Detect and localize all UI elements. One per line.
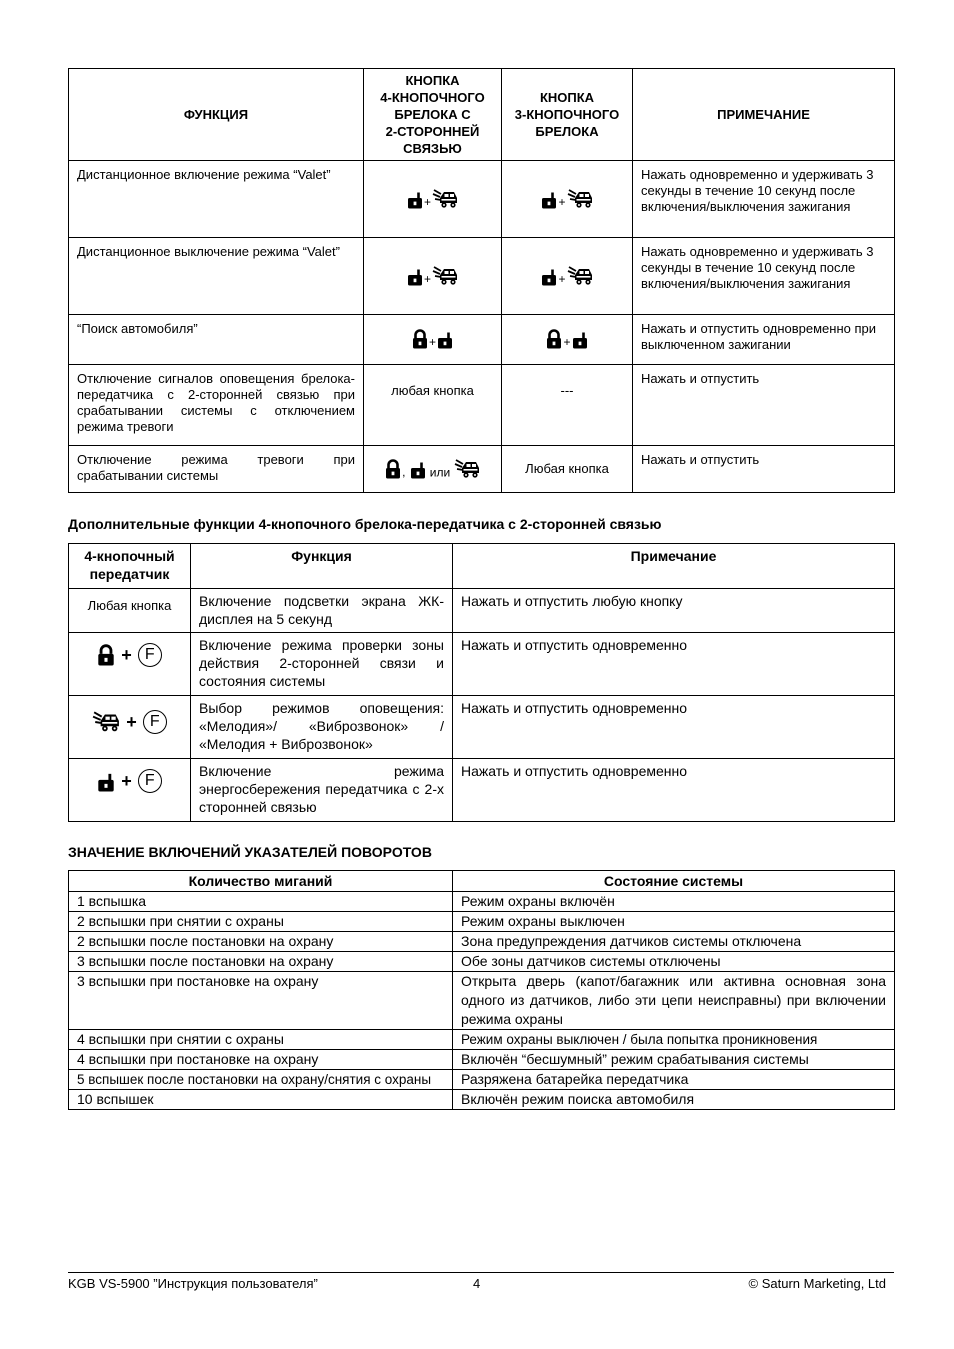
note-cell: Нажать одновременно и удерживать 3 секунды в течение 10 секунд после включения/выключения зажигания <box>633 238 895 315</box>
car-key-icon <box>567 265 593 287</box>
f-button-icon: F <box>138 769 162 793</box>
plus-sign: + <box>121 771 132 791</box>
comma-sign: , <box>402 465 406 480</box>
header-3btn-keyfob <box>502 69 633 161</box>
footer-title: KGB VS-5900 ”Инструкция пользователя” <box>68 1276 318 1291</box>
table-row <box>69 365 895 446</box>
count-cell: 5 вспышек после постановки на охрану/снятия с охраны <box>69 1070 453 1090</box>
state-cell: Режим охраны выключен / была попытка проникновения <box>453 1030 895 1050</box>
count-cell: 1 вспышка <box>69 892 453 912</box>
table-row <box>69 589 895 633</box>
function-cell: Включение режима проверки зоны действия 2-сторонней связи и состояния системы <box>191 633 453 696</box>
lock-open-icon <box>97 770 115 792</box>
count-cell: 2 вспышки после постановки на охрану <box>69 932 453 952</box>
button-cell <box>69 633 191 696</box>
state-cell: Зона предупреждения датчиков системы отключена <box>453 932 895 952</box>
note-cell: Нажать и отпустить одновременно <box>453 696 895 759</box>
section-title-turn-signals: ЗНАЧЕНИЕ ВКЛЮЧЕНИЙ УКАЗАТЕЛЕЙ ПОВОРОТОВ <box>68 844 432 860</box>
header-4btn-line: БРЕЛОКА С <box>394 107 471 122</box>
car-key-icon <box>92 710 120 734</box>
state-cell: Обе зоны датчиков системы отключены <box>453 952 895 972</box>
state-cell: Режим охраны выключен <box>453 912 895 932</box>
table-row <box>69 161 895 238</box>
plus-sign: + <box>121 645 132 665</box>
table-row <box>69 696 895 759</box>
lock-open-icon <box>437 329 453 349</box>
plus-sign: + <box>423 195 431 210</box>
lock-closed-icon <box>97 644 115 666</box>
btn3-cell <box>502 161 633 238</box>
note-cell: Нажать и отпустить любую кнопку <box>453 589 895 633</box>
header-4btn-line: КНОПКА <box>405 73 460 88</box>
count-cell: 3 вспышки после постановки на охрану <box>69 952 453 972</box>
table-row <box>69 892 895 912</box>
extra-functions-table <box>68 543 895 822</box>
header-3btn-line: БРЕЛОКА <box>535 124 599 139</box>
lock-open-icon <box>541 189 557 209</box>
plus-sign: + <box>563 335 571 350</box>
state-cell: Включён режим поиска автомобиля <box>453 1090 895 1110</box>
header-state: Состояние системы <box>453 871 895 892</box>
car-key-icon <box>432 265 458 287</box>
plus-sign: + <box>126 712 137 732</box>
note-cell: Нажать одновременно и удерживать 3 секунды в течение 10 секунд после включения/выключения зажигания <box>633 161 895 238</box>
btn4-cell <box>364 238 502 315</box>
header-transmitter-line: передатчик <box>89 566 170 582</box>
functions-table <box>68 68 895 493</box>
header-4btn-line: 4-КНОПОЧНОГО <box>380 90 485 105</box>
table-row <box>69 952 895 972</box>
table-row <box>69 1090 895 1110</box>
state-cell: Открыта дверь (капот/багажник или активна основная зона одного из датчиков, либо эти цепи неисправны) при включении режима охраны <box>453 972 895 1030</box>
lock-closed-icon <box>412 329 428 349</box>
button-cell <box>69 759 191 822</box>
btn4-cell <box>364 315 502 365</box>
plus-sign: + <box>423 272 431 287</box>
header-3btn-line: 3-КНОПОЧНОГО <box>514 107 620 122</box>
table-header-row <box>69 69 895 161</box>
table-row <box>69 315 895 365</box>
table-row <box>69 972 895 1030</box>
function-cell: Отключение режима тревоги при срабатывании системы <box>69 446 364 493</box>
or-text: или <box>429 465 451 480</box>
header-function: Функция <box>191 544 453 589</box>
footer-divider <box>68 1272 894 1273</box>
function-cell: Включение подсветки экрана ЖК-дисплея на 5 секунд <box>191 589 453 633</box>
function-cell: Дистанционное выключение режима “Valet” <box>69 238 364 315</box>
btn3-cell <box>502 238 633 315</box>
function-cell: Включение режима энергосбережения передатчика с 2-х сторонней связью <box>191 759 453 822</box>
note-cell: Нажать и отпустить одновременно <box>453 759 895 822</box>
plus-sign: + <box>558 272 566 287</box>
lock-closed-icon <box>546 329 562 349</box>
car-key-icon <box>454 458 480 480</box>
state-cell: Включён “бесшумный” режим срабатывания системы <box>453 1050 895 1070</box>
table-row <box>69 633 895 696</box>
function-cell: Выбор режимов оповещения: «Мелодия»/ «Виброзвонок» / «Мелодия + Виброзвонок» <box>191 696 453 759</box>
table-row <box>69 238 895 315</box>
btn3-cell: --- <box>502 365 633 446</box>
header-4btn-keyfob <box>364 69 502 161</box>
button-cell: Любая кнопка <box>69 589 191 633</box>
lock-open-icon <box>410 459 426 479</box>
plus-sign: + <box>428 335 436 350</box>
turn-signal-table <box>68 870 895 1110</box>
function-cell: “Поиск автомобиля” <box>69 315 364 365</box>
btn3-cell: Любая кнопка <box>502 446 633 493</box>
count-cell: 3 вспышки при постановке на охрану <box>69 972 453 1030</box>
count-cell: 2 вспышки при снятии с охраны <box>69 912 453 932</box>
btn4-cell: любая кнопка <box>364 365 502 446</box>
header-4btn-line: СВЯЗЬЮ <box>403 141 462 156</box>
lock-open-icon <box>407 266 423 286</box>
count-cell: 10 вспышек <box>69 1090 453 1110</box>
lock-open-icon <box>541 266 557 286</box>
count-cell: 4 вспышки при постановке на охрану <box>69 1050 453 1070</box>
note-cell: Нажать и отпустить <box>633 365 895 446</box>
note-cell: Нажать и отпустить одновременно при выключенном зажигании <box>633 315 895 365</box>
header-transmitter-line: 4-кнопочный <box>84 548 175 564</box>
header-function: ФУНКЦИЯ <box>69 69 364 161</box>
button-cell <box>69 696 191 759</box>
table-row <box>69 759 895 822</box>
table-row <box>69 1030 895 1050</box>
f-button-icon: F <box>143 710 167 734</box>
btn4-cell <box>364 161 502 238</box>
car-key-icon <box>567 188 593 210</box>
btn3-cell <box>502 315 633 365</box>
state-cell: Разряжена батарейка передатчика <box>453 1070 895 1090</box>
lock-open-icon <box>407 189 423 209</box>
lock-closed-icon <box>385 459 401 479</box>
table-row <box>69 446 895 493</box>
function-cell: Отключение сигналов оповещения брелока-передатчика с 2-сторонней связью при срабатывании системы с отключением режима тревоги <box>69 365 364 446</box>
table-row <box>69 912 895 932</box>
f-button-icon: F <box>138 643 162 667</box>
btn4-cell <box>364 446 502 493</box>
plus-sign: + <box>558 195 566 210</box>
header-note: Примечание <box>453 544 895 589</box>
function-cell: Дистанционное включение режима “Valet” <box>69 161 364 238</box>
car-key-icon <box>432 188 458 210</box>
table-row <box>69 1050 895 1070</box>
header-count: Количество миганий <box>69 871 453 892</box>
count-cell: 4 вспышки при снятии с охраны <box>69 1030 453 1050</box>
section-title-extra-functions: Дополнительные функции 4-кнопочного брелока-передатчика с 2-сторонней связью <box>68 516 662 532</box>
note-cell: Нажать и отпустить одновременно <box>453 633 895 696</box>
table-row <box>69 932 895 952</box>
page-number: 4 <box>473 1276 481 1291</box>
header-note: ПРИМЕЧАНИЕ <box>633 69 895 161</box>
header-3btn-line: КНОПКА <box>539 90 595 105</box>
state-cell: Режим охраны включён <box>453 892 895 912</box>
header-4btn-line: 2-СТОРОННЕЙ <box>385 124 480 139</box>
footer-copyright: © Saturn Marketing, Ltd <box>748 1276 886 1291</box>
table-header-row <box>69 871 895 892</box>
lock-open-icon <box>572 329 588 349</box>
note-cell: Нажать и отпустить <box>633 446 895 493</box>
table-header-row <box>69 544 895 589</box>
header-transmitter <box>69 544 191 589</box>
table-row <box>69 1070 895 1090</box>
